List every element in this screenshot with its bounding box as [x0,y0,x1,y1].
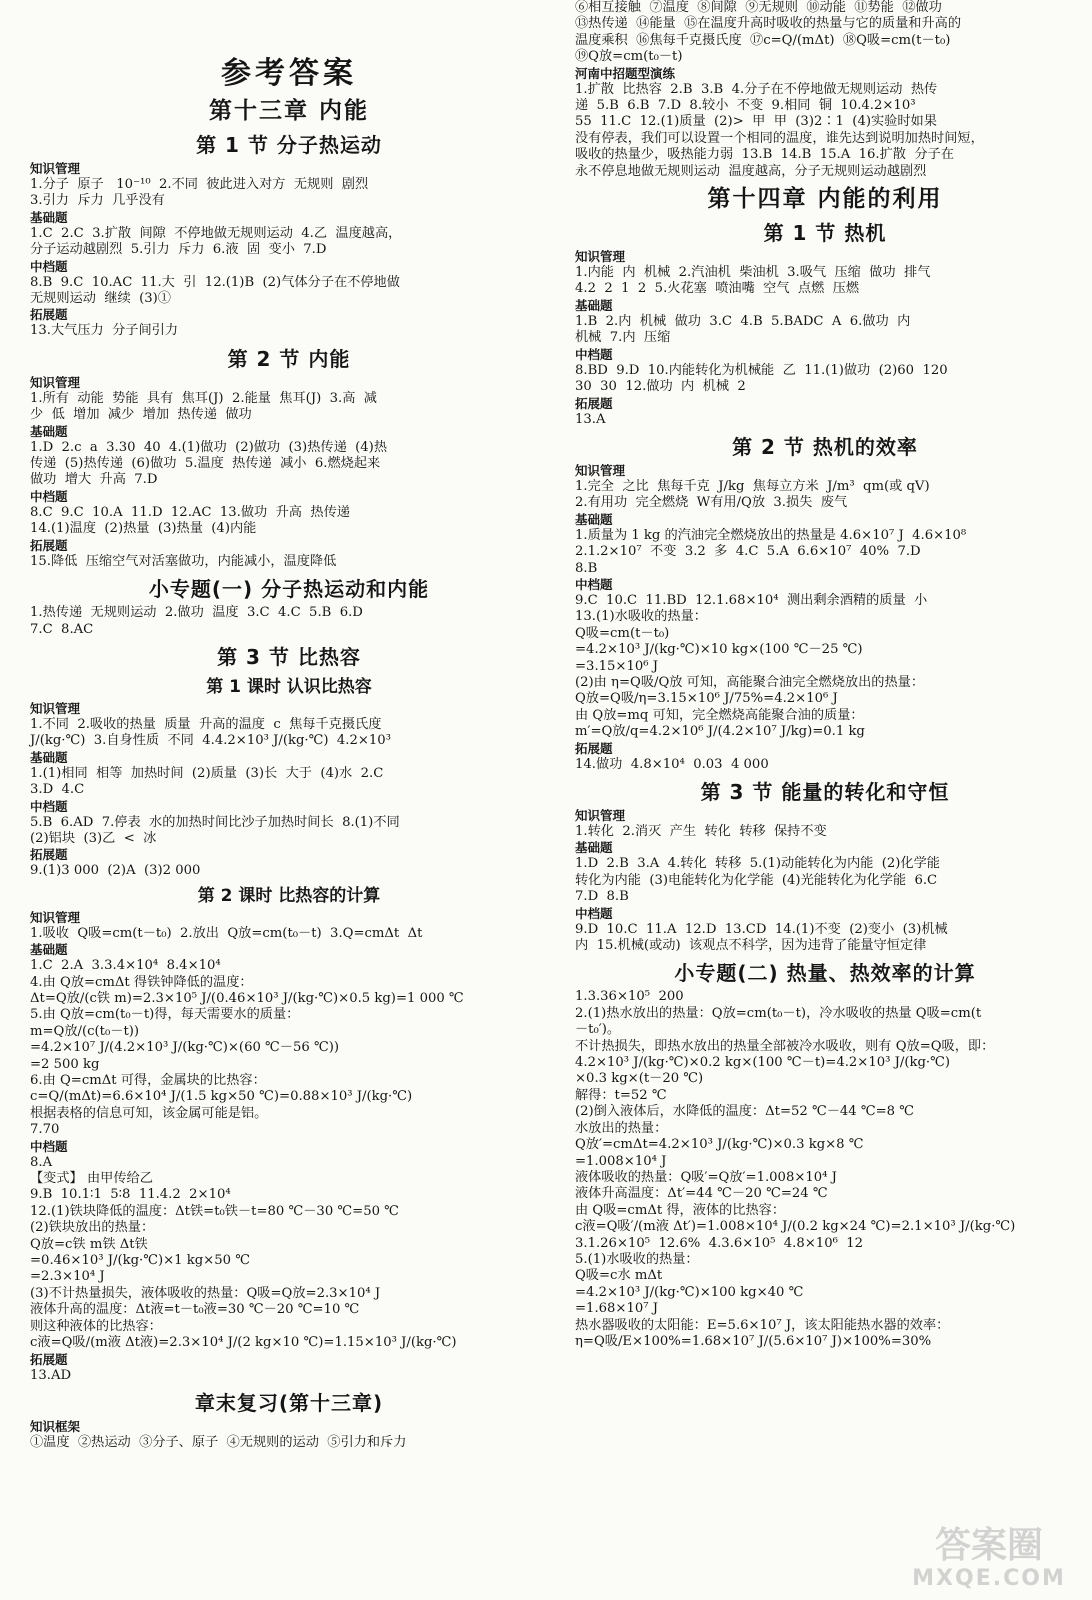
section-heading: 第 2 节 热机的效率 [732,434,918,459]
answer-line: 4.由 Q放=cmΔt 得铁钟降低的温度： [30,974,253,990]
chapter-heading: 第十四章 内能的利用 [707,186,943,213]
answer-line: 5.(1)水吸收的热量： [575,1251,699,1267]
answer-line: (2)倒入液体后，水降低的温度：Δt=52 ℃－44 ℃=8 ℃ [575,1104,915,1120]
subsection-label: 知识管理 [30,700,81,716]
answer-line: 机械 7.内 压缩 [575,330,671,346]
answer-line: 14.(1)温度 (2)热量 (3)热量 (4)内能 [30,521,257,537]
subsection-label: 拓展题 [575,740,613,756]
answer-line: 解得：t=52 ℃ [575,1087,667,1103]
subsection-label: 拓展题 [30,847,68,863]
answer-line: 永不停息地做无规则运动 温度越高，分子无规则运动越剧烈 [575,163,927,179]
answer-line: =1.68×10⁷ J [575,1301,659,1317]
answer-line: 9.(1)3 000 (2)A (3)2 000 [30,863,201,879]
answer-line: 13.(1)水吸收的热量： [575,609,707,625]
answer-line: 根据表格的信息可知，该金属可能是铝。 [30,1105,268,1121]
answer-line: 1.完全 之比 焦每千克 J/kg 焦每立方米 J/m³ qm(或 qV) [575,478,930,494]
answer-line: 8.B 9.C 10.AC 11.大 引 12.(1)B (2)气体分子在不停地做 [30,274,400,290]
answer-line: 7.C 8.AC [30,621,94,637]
section-heading: 第 1 节 分子热运动 [196,133,382,157]
subsection-label: 基础题 [30,942,68,958]
answer-line: 1.分子 原子 10⁻¹⁰ 2.不同 彼此进入对方 无规则 剧烈 [30,177,369,192]
answer-line: 做功 增大 升高 7.D [30,472,158,488]
section-heading: 第 3 节 能量的转化和守恒 [700,780,950,804]
subsection-label: 中档题 [575,576,613,592]
answer-line: =1.008×10⁴ J [575,1153,667,1169]
answer-line: 吸收的热量少，吸热能力弱 13.B 14.B 15.A 16.扩散 分子在 [575,147,954,163]
subsection-label: 基础题 [30,749,68,765]
answer-line: 13.A [575,411,606,427]
answer-line: 1.(1)相同 相等 加热时间 (2)质量 (3)长 大于 (4)水 2.C [30,765,384,781]
answer-line: 转化为内能 (3)电能转化为化学能 (4)光能转化为化学能 6.C [575,872,938,888]
answer-line: ⑥相互接触 ⑦温度 ⑧间隙 ⑨无规则 ⑩动能 ⑪势能 ⑫做功 [575,0,942,15]
answer-line: 1.D 2.c a 3.30 40 4.(1)做功 (2)做功 (3)热传递 (4)热 [30,439,388,455]
watermark-logo [894,1526,1084,1596]
section-heading: 第 3 节 比热容 [217,644,361,669]
lesson-heading: 第 1 课时 认识比热容 [206,676,372,697]
answer-line: 7.70 [30,1122,60,1138]
answer-line: 8.C 9.C 10.A 11.D 12.AC 13.做功 升高 热传递 [30,504,350,520]
section-heading: 小专题(二) 热量、热效率的计算 [674,961,976,986]
answer-line: 12.(1)铁块降低的温度：Δt铁=t₀铁－t=80 ℃－30 ℃=50 ℃ [30,1203,399,1219]
answer-line: Q放=Q吸/η=3.15×10⁶ J/75%=4.2×10⁶ J [575,691,838,707]
watermark-bottom: MXQE.COM [912,1566,1066,1591]
answer-line: 1.B 2.内 机械 做功 3.C 4.B 5.BADC A 6.做功 内 [575,313,911,329]
answer-line: 3.1.26×10⁵ 12.6% 4.3.6×10⁵ 4.8×10⁶ 12 [575,1235,864,1251]
answer-line: c液=Q吸/(m液 Δt液)=2.3×10⁴ J/(2 kg×10 ℃)=1.15×10³ J/(kg·℃) [30,1335,457,1351]
answer-line: =4.2×10³ J/(kg·℃)×100 kg×40 ℃ [575,1284,804,1300]
subsection-label: 拓展题 [575,395,613,411]
answer-line: 液体升高温度：Δt′=44 ℃－20 ℃=24 ℃ [575,1186,828,1202]
answer-line: 分子运动越剧烈 5.引力 斥力 6.液 固 变小 7.D [30,242,327,258]
answer-line: ⑲Q放=cm(t₀－t) [575,49,683,65]
subsection-label: 知识框架 [30,1418,81,1434]
answer-line: 1.C 2.A 3.3.4×10⁴ 8.4×10⁴ [30,958,221,974]
subsection-label: 知识管理 [30,374,81,390]
answer-line: 无规则运动 继续 (3)① [30,291,171,307]
answer-line: 1.内能 内 机械 2.汽油机 柴油机 3.吸气 压缩 做功 排气 [575,265,931,281]
subsection-label: 中档题 [30,1138,68,1154]
answer-line: 3.引力 斥力 几乎没有 [30,193,165,209]
answer-line: 4.2×10³ J/(kg·℃)×0.2 kg×(100 ℃－t)=4.2×10³ J/(kg·℃) [575,1055,950,1071]
answer-line: 液体升高的温度：Δt液=t－t₀液=30 ℃－20 ℃=10 ℃ [30,1302,360,1318]
answer-line: 30 30 12.做功 内 机械 2 [575,379,746,395]
subsection-label: 基础题 [30,423,68,439]
subsection-label: 河南中招题型演练 [575,65,676,81]
subsection-label: 基础题 [575,297,613,313]
subsection-label: 拓展题 [30,537,68,553]
answer-line: (2)由 η=Q吸/Q放 可知，高能聚合油完全燃烧放出的热量： [575,674,925,690]
answer-line: ×0.3 kg×(t－20 ℃) [575,1071,704,1087]
answer-line: 传递 (5)热传递 (6)做功 5.温度 热传递 减小 6.燃烧起来 [30,456,381,472]
answer-line: 没有停表，我们可以设置一个相同的温度，谁先达到说明加热时间短， [575,130,984,146]
answer-line: ⑬热传递 ⑭能量 ⑮在温度升高时吸收的热量与它的质量和升高的 [575,16,962,32]
answer-line: 4.2 2 1 2 5.火花塞 喷油嘴 空气 点燃 压燃 [575,281,860,297]
answer-line: 1.扩散 比热容 2.B 3.B 4.分子在不停地做无规则运动 热传 [575,81,938,97]
answer-line: Δt=Q放/(c铁 m)=2.3×10⁵ J/(0.46×10³ J/(kg·℃)×0.5 kg)=1 000 ℃ [30,990,464,1006]
answer-line: 8.A [30,1154,53,1170]
answer-line: c=Q/(mΔt)=6.6×10⁴ J/(1.5 kg×50 ℃)=0.88×10³ J/(kg·℃) [30,1089,413,1105]
section-heading: 小专题(一) 分子热运动和内能 [148,577,430,602]
answer-line: 1.质量为 1 kg 的汽油完全燃烧放出的热量是 4.6×10⁷ J 4.6×10⁸ [575,527,967,543]
answer-line: 由 Q吸=cmΔt 得，液体的比热容： [575,1202,786,1218]
answer-line: 1.不同 2.吸收的热量 质量 升高的温度 c 焦每千克摄氏度 [30,716,382,732]
answer-line: (3)不计热量损失，液体吸收的热量：Q吸=Q放=2.3×10⁴ J [30,1285,381,1301]
answer-line: =3.15×10⁶ J [575,658,659,674]
answer-line: 13.大气压力 分子间引力 [30,323,179,339]
section-heading: 第 2 节 内能 [227,346,351,371]
section-heading: 章末复习(第十三章) [194,1390,384,1415]
answer-line: 2.(1)热水放出的热量：Q放=cm(t₀－t)，冷水吸收的热量 Q吸=cm(t [575,1005,982,1021]
answer-line: Q放=c铁 m铁 Δt铁 [30,1236,148,1252]
subsection-label: 知识管理 [575,462,626,478]
answer-line: 热水器吸收的太阳能：E=5.6×10⁷ J，该太阳能热水器的效率： [575,1317,950,1333]
answer-line: 55 11.C 12.(1)质量 (2)> 甲 甲 (3)2∶1 (4)实验时如果 [575,114,937,130]
subsection-label: 中档题 [575,905,613,921]
answer-line: Q放′=cmΔt=4.2×10³ J/(kg·℃)×0.3 kg×8 ℃ [575,1137,864,1153]
chapter-heading: 第十三章 内能 [208,98,369,124]
section-heading: 第 1 节 热机 [763,221,887,246]
left-flow [30,96,548,1451]
answer-line: 2.有用功 完全燃烧 W有用/Q放 3.损失 废气 [575,495,848,511]
answer-line: 14.做功 4.8×10⁴ 0.03 4 000 [575,756,769,772]
answer-line: 15.降低 压缩空气对活塞做功，内能减小，温度降低 [30,553,337,569]
answer-line: 5.由 Q放=cm(t₀－t)得，每天需要水的质量： [30,1007,300,1023]
answer-line: 1.3.36×10⁵ 200 [575,989,684,1005]
answer-line: 不计热损失，即热水放出的热量全部被冷水吸收，则有 Q放=Q吸，即： [575,1038,995,1054]
answer-line: =0.46×10³ J/(kg·℃)×1 kg×50 ℃ [30,1253,250,1269]
answer-line: 3.D 4.C [30,782,85,798]
subsection-label: 基础题 [575,511,613,527]
answer-line: 9.C 10.C 11.BD 12.1.68×10⁴ 测出剩余酒精的质量 小 [575,592,928,608]
answer-line: 1.C 2.C 3.扩散 间隙 不停地做无规则运动 4.乙 温度越高， [30,225,402,241]
answer-line: 内 15.机械(或动) 该观点不科学，因为违背了能量守恒定律 [575,938,927,954]
answer-line: J/(kg·℃) 3.自身性质 不同 4.4.2×10³ J/(kg·℃) 4.2×10³ [30,733,391,749]
answer-line: ①温度 ②热运动 ③分子、原子 ④无规则的运动 ⑤引力和斥力 [30,1434,407,1450]
subsection-label: 中档题 [575,346,613,362]
answer-line: η=Q吸/E×100%=1.68×10⁷ J/(5.6×10⁷ J)×100%=30% [575,1333,932,1349]
answer-line: 6.由 Q=cmΔt 可得，金属块的比热容： [30,1073,266,1088]
subsection-label: 中档题 [30,258,68,274]
answer-line: 递 5.B 6.B 7.D 8.较小 不变 9.相同 铜 10.4.2×10³ [575,98,916,114]
answer-line: 1.所有 动能 势能 具有 焦耳(J) 2.能量 焦耳(J) 3.高 减 [30,390,377,406]
answer-line: Q吸=c水 mΔt [575,1268,663,1284]
subsection-label: 知识管理 [30,161,81,176]
subsection-label: 知识管理 [30,909,81,925]
page-title: 参考答案 [221,56,357,91]
right-column [575,0,1075,1350]
answer-line: 温度乘积 ⑯焦每千克摄氏度 ⑰c=Q/(mΔt) ⑱Q吸=cm(t－t₀) [575,32,951,48]
answer-line: m′=Q放/q=4.2×10⁶ J/(4.2×10⁷ J/kg)=0.1 kg [575,724,865,740]
answer-line: 7.D 8.B [575,889,629,905]
answer-line: 液体吸收的热量：Q吸′=Q放′=1.008×10⁴ J [575,1169,837,1185]
answer-line: 1.热传递 无规则运动 2.做功 温度 3.C 4.C 5.B 6.D [30,605,363,621]
left-column [30,0,548,1451]
subsection-label: 知识管理 [575,808,626,823]
subsection-label: 知识管理 [575,249,626,265]
answer-line: m=Q放/(c(t₀－t)) [30,1023,140,1039]
right-flow [575,0,1075,1350]
answer-line: 1.D 2.B 3.A 4.转化 转移 5.(1)动能转化为内能 (2)化学能 [575,856,940,872]
answer-line: 由 Q放=mq 可知，完全燃烧高能聚合油的质量： [575,707,864,723]
answer-line: 8.B [575,560,598,576]
answer-line: 13.AD [30,1367,72,1383]
answer-line: 水放出的热量： [575,1120,668,1136]
answer-line: 【变式】 由甲传给乙 [30,1171,153,1187]
subsection-label: 基础题 [575,840,613,856]
answer-line: Q吸=cm(t－t₀) [575,625,670,641]
answer-line: 1.吸收 Q吸=cm(t－t₀) 2.放出 Q放=cm(t₀－t) 3.Q=cmΔt Δt [30,925,423,941]
answer-line: －t₀′)。 [575,1022,621,1038]
subsection-label: 拓展题 [30,1351,68,1367]
subsection-label: 拓展题 [30,307,68,323]
subsection-label: 基础题 [30,209,68,225]
answer-line: 1.转化 2.消灭 产生 转化 转移 保持不变 [575,824,827,839]
answer-line: 2.1.2×10⁷ 不变 3.2 多 4.C 5.A 6.6×10⁷ 40% 7.D [575,544,921,560]
answer-line: 9.B 10.1∶1 5∶8 11.4.2 2×10⁴ [30,1187,231,1203]
lesson-heading: 第 2 课时 比热容的计算 [197,885,381,906]
answer-line: =4.2×10⁷ J/(4.2×10³ J/(kg·℃)×(60 ℃－56 ℃)) [30,1040,340,1056]
answer-line: 则这种液体的比热容： [30,1318,162,1334]
answer-line: 8.BD 9.D 10.内能转化为机械能 乙 11.(1)做功 (2)60 120 [575,362,948,378]
watermark-top: 答案圈 [934,1525,1043,1566]
answer-line: c液=Q吸′/(m液 Δt′)=1.008×10⁴ J/(0.2 kg×24 ℃)=2.1×10³ J/(kg·℃) [575,1219,1016,1235]
answer-line: (2)铝块 (3)乙 < 冰 [30,830,157,846]
answer-line: (2)铁块放出的热量： [30,1220,155,1236]
answer-line: 9.D 10.C 11.A 12.D 13.CD 14.(1)不变 (2)变小 (3)机械 [575,921,948,937]
answer-line: =4.2×10³ J/(kg·℃)×10 kg×(100 ℃－25 ℃) [575,642,863,658]
answer-line: 少 低 增加 减少 增加 热传递 做功 [30,407,252,423]
answer-line: =2.3×10⁴ J [30,1269,105,1285]
subsection-label: 中档题 [30,798,68,814]
answer-line: 5.B 6.AD 7.停表 水的加热时间比沙子加热时间长 8.(1)不同 [30,814,400,830]
answer-line: =2 500 kg [30,1056,100,1072]
subsection-label: 中档题 [30,488,68,504]
